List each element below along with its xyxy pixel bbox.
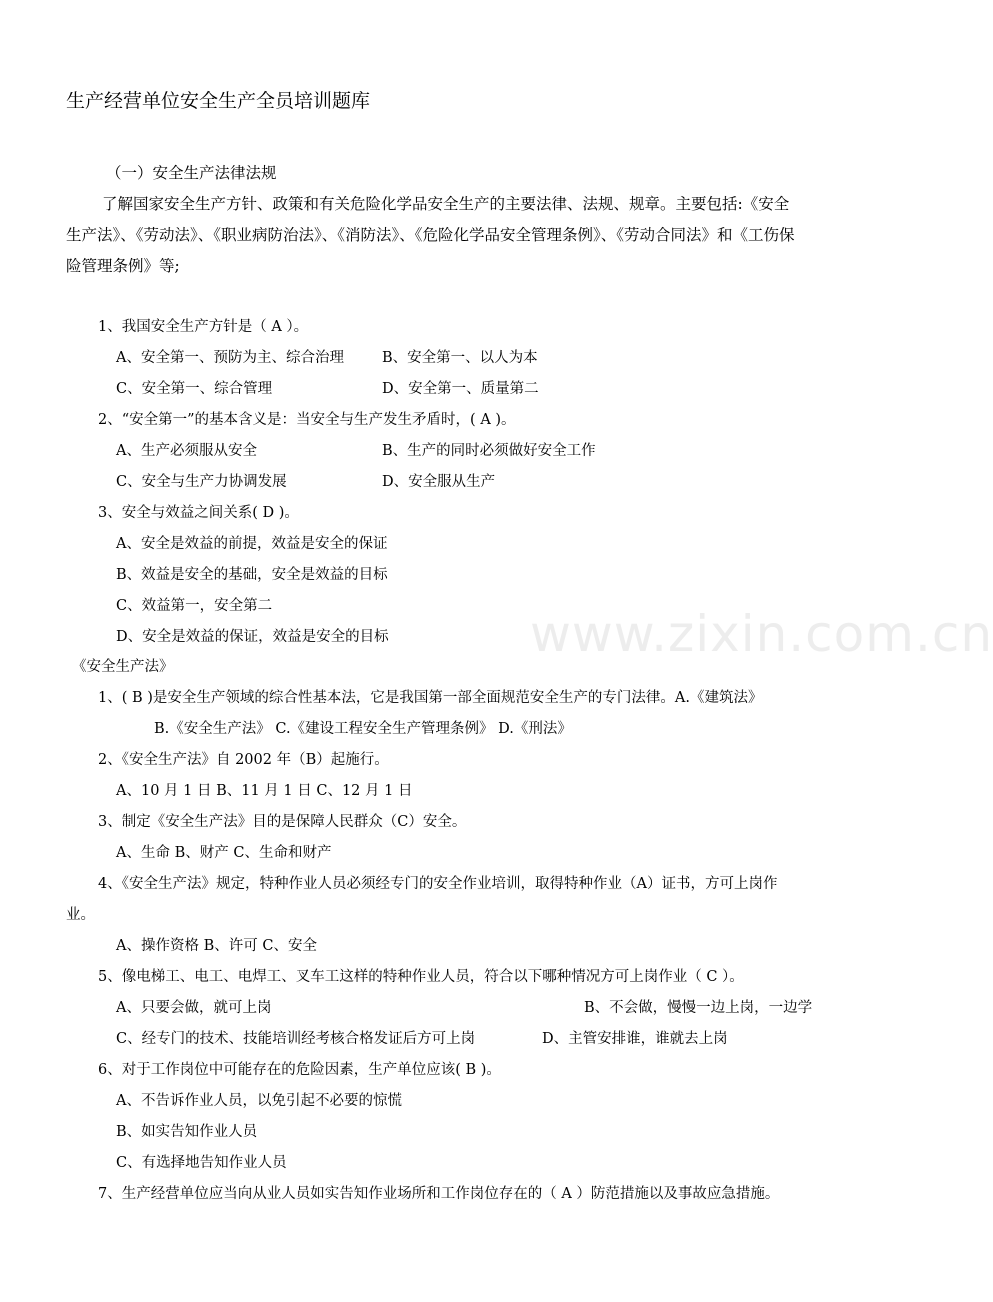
options-line: A、10 月 1 日 B、11 月 1 日 C、12 月 1 日 [116,783,413,799]
option: B、生产的同时必须做好安全工作 [382,443,596,459]
option: B、效益是安全的基础，安全是效益的目标 [116,567,388,583]
watermark: www.zixin.com.cn [530,605,993,663]
question-stem: 4、《安全生产法》规定，特种作业人员必须经专门的安全作业培训，取得特种作业（A）证书，方可上岗作 [98,876,778,892]
option: A、安全第一、预防为主、综合治理 [116,350,344,366]
question-stem: 1、( B )是安全生产领域的综合性基本法，它是我国第一部全面规范安全生产的专门法律。A.《建筑法》 [98,690,763,706]
option: A、生产必须服从安全 [116,443,257,459]
option: C、效益第一，安全第二 [116,598,273,614]
question-stem: 5、像电梯工、电工、电焊工、叉车工这样的特种作业人员，符合以下哪种情况方可上岗作业（ C ）。 [98,969,744,985]
option: A、只要会做，就可上岗 [116,1000,272,1016]
question-stem: 1、我国安全生产方针是（ A ）。 [98,319,309,335]
section-heading: （一）安全生产法律法规 [106,164,277,182]
options-line: A、操作资格 B、许可 C、安全 [116,938,317,954]
question-stem: 3、制定《安全生产法》目的是保障人民群众（C）安全。 [98,814,467,830]
question-stem: 业。 [66,907,95,923]
option: B、不会做，慢慢一边上岗，一边学 [584,1000,813,1016]
option: B、如实告知作业人员 [116,1124,258,1140]
document-title: 生产经营单位安全生产全员培训题库 [66,90,371,112]
option: D、主管安排谁，谁就去上岗 [542,1031,728,1047]
option: C、有选择地告知作业人员 [116,1155,287,1171]
intro-line: 险管理条例》等; [66,257,180,275]
question-stem: 6、对于工作岗位中可能存在的危险因素，生产单位应该( B )。 [98,1062,501,1078]
intro-line: 生产法》、《劳动法》、《职业病防治法》、《消防法》、《危险化学品安全管理条例》、《劳动合同法》和《工伤保 [66,226,795,244]
option: D、安全第一、质量第二 [382,381,539,397]
options-line: A、生命 B、财产 C、生命和财产 [116,845,332,861]
option: A、不告诉作业人员，以免引起不必要的惊慌 [116,1093,402,1109]
option: D、安全服从生产 [382,474,496,490]
subsection-heading: 《安全生产法》 [72,659,174,675]
question-stem: 2、《安全生产法》自 2002 年（B）起施行。 [98,752,389,768]
option: A、安全是效益的前提，效益是安全的保证 [116,536,388,552]
option: D、安全是效益的保证，效益是安全的目标 [116,629,389,645]
option: C、安全与生产力协调发展 [116,474,287,490]
options-line: B.《安全生产法》 C.《建设工程安全生产管理条例》 D.《刑法》 [154,721,572,737]
question-stem: 7、生产经营单位应当向从业人员如实告知作业场所和工作岗位存在的（ A ）防范措施以及事故应急措施。 [98,1186,780,1202]
question-stem: 3、安全与效益之间关系( D )。 [98,505,299,521]
question-stem: 2、“安全第一”的基本含义是：当安全与生产发生矛盾时，( A )。 [98,412,516,428]
intro-line: 了解国家安全生产方针、政策和有关危险化学品安全生产的主要法律、法规、规章。主要包括:《安全 [102,195,790,213]
option: C、安全第一、综合管理 [116,381,273,397]
option: B、安全第一、以人为本 [382,350,538,366]
option: C、经专门的技术、技能培训经考核合格发证后方可上岗 [116,1031,476,1047]
